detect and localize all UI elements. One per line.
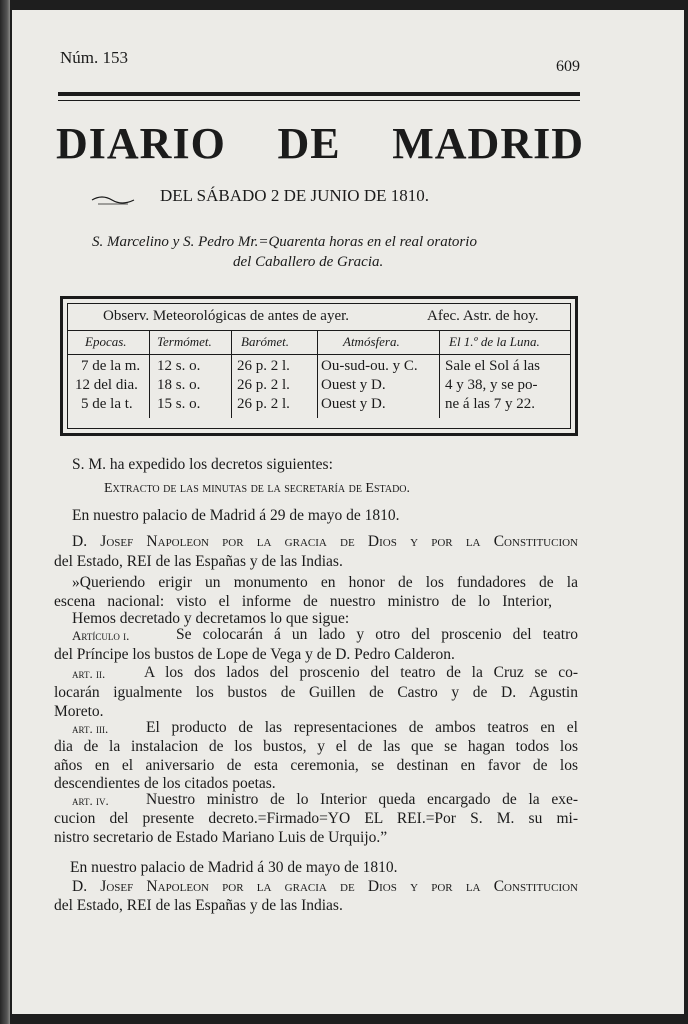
article-4-label: art. iv. [72,793,109,808]
article-2-line-3: Moreto. [54,703,104,720]
row3-termometro: 15 s. o. [157,396,201,412]
row2-barometro: 26 p. 2 l. [237,377,290,393]
astro-title: Afec. Astr. de hoy. [427,308,539,324]
article-1-line-2: del Príncipe los bustos de Lope de Vega y de D. Pedro Calderon. [54,646,455,663]
article-3-line-4: descendientes de los citados poetas. [54,775,276,792]
header-epocas: Epocas. [85,334,127,349]
book-spine [0,0,10,1024]
issue-number: Núm. 153 [60,48,128,67]
masthead-title: DIARIO DE MADRID [56,119,584,168]
article-4-line-2: cucion del presente decreto.=Firmado=YO EL REI.=Por S. M. su mi- [54,810,578,827]
dateline: DEL SÁBADO 2 DE JUNIO DE 1810. [160,186,429,205]
row1-barometro: 26 p. 2 l. [237,358,290,374]
quote-line-1: »Queriendo erigir un monumento en honor de los fundadores de la [72,574,578,591]
masthead-rule [58,92,580,96]
row2-termometro: 18 s. o. [157,377,201,393]
row3-barometro: 26 p. 2 l. [237,396,290,412]
decree-2-line-2: del Estado, REI de las Españas y de las Indias. [54,897,343,914]
saints-line-2: del Caballero de Gracia. [233,254,384,270]
article-3-line-2: dia de la instalacion de los bustos, y el de las que se hagan todos los [54,738,578,755]
astro-line-2: 4 y 38, y se po- [445,377,538,393]
weather-title: Observ. Meteorológicas de antes de ayer. [103,308,350,324]
astro-line-3: ne á las 7 y 22. [445,396,535,412]
row1-epoca: 7 de la m. [81,358,141,374]
quote-line-2: escena nacional: visto el informe de nuestro ministro de lo Interior, [54,593,552,610]
page-number: 609 [556,58,580,75]
article-2-line-1: A los dos lados del proscenio del teatro de la Cruz se co- [144,664,578,681]
article-1-line-1: Se colocarán á un lado y otro del proscenio del teatro [176,626,578,643]
decree-2-line-1: D. Josef Napoleon por la gracia de Dios y por la Constitucion [72,878,578,895]
decree-1-line-2: del Estado, REI de las Españas y de las Indias. [54,553,343,570]
quote-line-3: Hemos decretado y decretamos lo que sigue: [72,610,350,627]
weather-table [60,296,578,436]
header-barometro: Barómet. [241,334,290,349]
article-2-line-2: locarán igualmente los bustos de Guillen de Castro y de D. Agustin [54,684,578,701]
ornament-icon [90,193,136,207]
row3-atmosfera: Ouest y D. [321,396,386,412]
header-termometro: Termómet. [157,334,212,349]
decree-1-line-1: D. Josef Napoleon por la gracia de Dios y por la Constitucion [72,533,578,550]
article-3-label: art. iii. [72,721,109,736]
row2-epoca: 12 del dia. [75,377,138,393]
header-luna: El 1.º de la Luna. [449,334,540,349]
article-3-line-3: años en el aniversario de esta ceremonia, se destinan en favor de los [54,757,578,774]
saints-line-1: S. Marcelino y S. Pedro Mr.=Quarenta horas en el real oratorio [92,234,477,250]
article-2-label: art. ii. [72,666,106,681]
row1-termometro: 12 s. o. [157,358,201,374]
article-3-line-1: El producto de las representaciones de ambos teatros en el [146,719,578,736]
extract-heading: Extracto de las minutas de la secretaría de Estado. [104,481,411,496]
astro-line-1: Sale el Sol á las [445,358,540,374]
palace-date-1: En nuestro palacio de Madrid á 29 de mayo de 1810. [72,507,400,524]
article-4-line-3: nistro secretario de Estado Mariano Luis de Urquijo.” [54,829,388,846]
article-1-label: Artículo i. [72,628,130,643]
intro-text: S. M. ha expedido los decretos siguientes: [72,456,333,473]
palace-date-2: En nuestro palacio de Madrid á 30 de mayo de 1810. [70,859,398,876]
masthead-rule-thin [58,100,580,101]
article-4-line-1: Nuestro ministro de lo Interior queda encargado de la exe- [146,791,578,808]
header-atmosfera: Atmósfera. [343,334,400,349]
row1-atmosfera: Ou-sud-ou. y C. [321,358,418,374]
row3-epoca: 5 de la t. [81,396,133,412]
row2-atmosfera: Ouest y D. [321,377,386,393]
